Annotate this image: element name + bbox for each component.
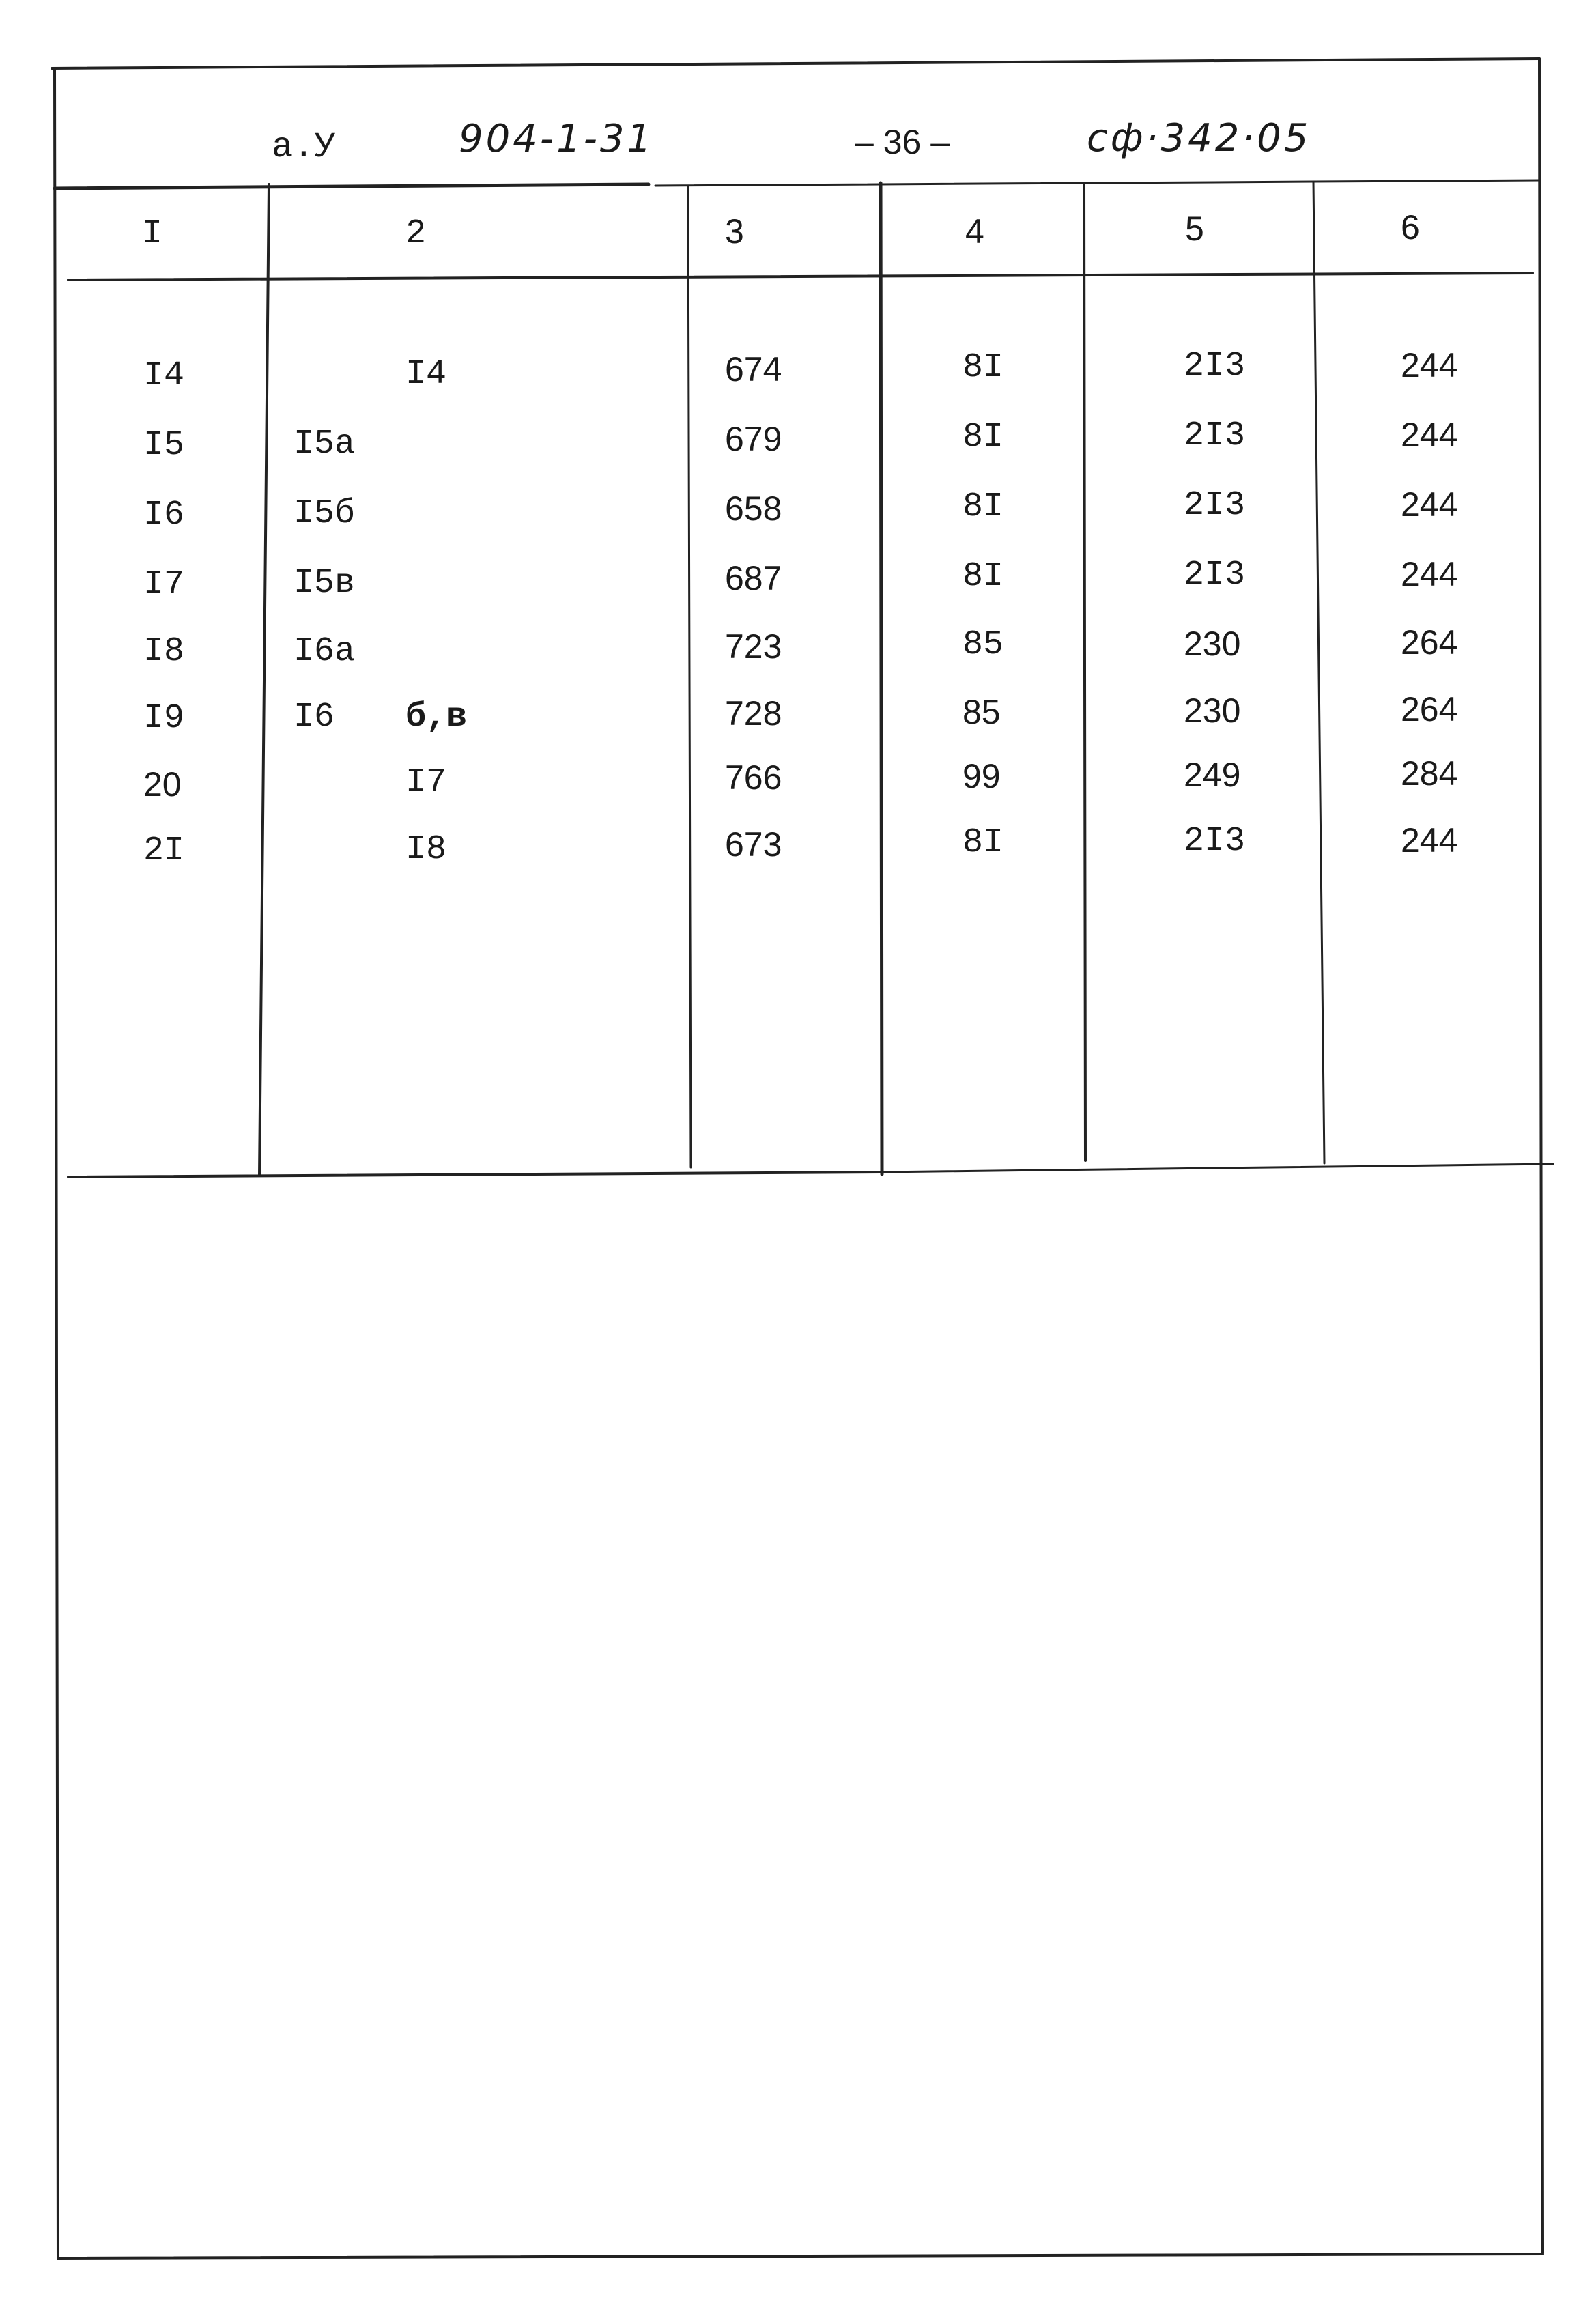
header-doc-number: 904-1-31 xyxy=(459,117,655,161)
col-sep-2 xyxy=(688,186,691,1167)
value-col-4: 8I xyxy=(963,557,1004,596)
row-number: I7 xyxy=(143,565,185,604)
header-left-label: а.У xyxy=(272,127,336,167)
row-number: I5 xyxy=(143,426,185,465)
column-header-rule xyxy=(68,273,1533,280)
value-col-4: 99 xyxy=(963,757,1001,795)
column-header-1: I xyxy=(142,214,163,253)
row-number: I4 xyxy=(143,356,185,395)
ref-secondary: I8 xyxy=(405,830,447,869)
col-sep-1 xyxy=(259,184,269,1176)
border-left xyxy=(55,68,58,2258)
table-bottom-rule xyxy=(68,1172,881,1177)
value-col-5: 2I3 xyxy=(1184,822,1246,861)
row-number: 2I xyxy=(143,831,185,870)
border-bottom xyxy=(58,2254,1543,2258)
col-sep-4 xyxy=(1084,183,1085,1161)
row-number: I8 xyxy=(143,632,185,671)
ref-primary: I5б xyxy=(294,494,356,533)
value-col-4: 85 xyxy=(963,625,1004,664)
value-col-6: 244 xyxy=(1401,555,1458,593)
col-sep-5 xyxy=(1313,182,1324,1163)
column-header-3: 3 xyxy=(725,212,744,251)
header-sheet-code: сф·342·05 xyxy=(1087,116,1311,160)
ref-primary: I5в xyxy=(294,564,356,603)
header-rule xyxy=(55,184,649,188)
value-col-3: 723 xyxy=(725,627,782,666)
ref-primary: I6 xyxy=(294,698,335,737)
value-col-5: 2I3 xyxy=(1184,347,1246,386)
column-header-5: 5 xyxy=(1185,210,1204,248)
value-col-4: 8I xyxy=(963,823,1004,862)
value-col-5: 230 xyxy=(1184,692,1241,730)
ref-primary: I6а xyxy=(294,632,356,671)
value-col-6: 244 xyxy=(1401,416,1458,454)
col-sep-3 xyxy=(881,183,882,1174)
value-col-5: 249 xyxy=(1184,756,1241,794)
border-top xyxy=(52,59,1539,68)
value-col-6: 244 xyxy=(1401,821,1458,859)
value-col-3: 673 xyxy=(725,825,782,864)
value-col-4: 8I xyxy=(963,418,1004,457)
value-col-3: 687 xyxy=(725,559,782,597)
value-col-6: 264 xyxy=(1401,690,1458,728)
value-col-4: 8I xyxy=(963,487,1004,526)
column-header-4: 4 xyxy=(965,212,984,251)
header-page-number: – 36 – xyxy=(855,123,950,161)
row-number: I6 xyxy=(143,496,185,535)
value-col-5: 2I3 xyxy=(1184,486,1246,525)
value-col-5: 2I3 xyxy=(1184,556,1246,595)
row-number: 20 xyxy=(143,765,182,803)
ref-primary: I5а xyxy=(294,425,356,464)
value-col-6: 244 xyxy=(1401,485,1458,524)
value-col-3: 674 xyxy=(725,350,782,388)
value-col-6: 244 xyxy=(1401,346,1458,384)
value-col-3: 679 xyxy=(725,420,782,458)
column-header-2: 2 xyxy=(405,214,427,253)
value-col-4: 8I xyxy=(963,348,1004,387)
value-col-3: 728 xyxy=(725,694,782,732)
value-col-5: 230 xyxy=(1184,625,1241,663)
row-number: I9 xyxy=(143,699,185,738)
value-col-5: 2I3 xyxy=(1184,416,1246,455)
ref-secondary: I7 xyxy=(405,763,447,802)
value-col-6: 284 xyxy=(1401,754,1458,793)
ref-secondary: б,в xyxy=(405,698,468,737)
ref-secondary: I4 xyxy=(405,355,447,394)
value-col-3: 766 xyxy=(725,758,782,797)
column-header-6: 6 xyxy=(1401,208,1420,246)
border-right xyxy=(1539,59,1543,2253)
value-col-3: 658 xyxy=(725,489,782,528)
value-col-6: 264 xyxy=(1401,623,1458,661)
value-col-4: 85 xyxy=(963,693,1001,731)
